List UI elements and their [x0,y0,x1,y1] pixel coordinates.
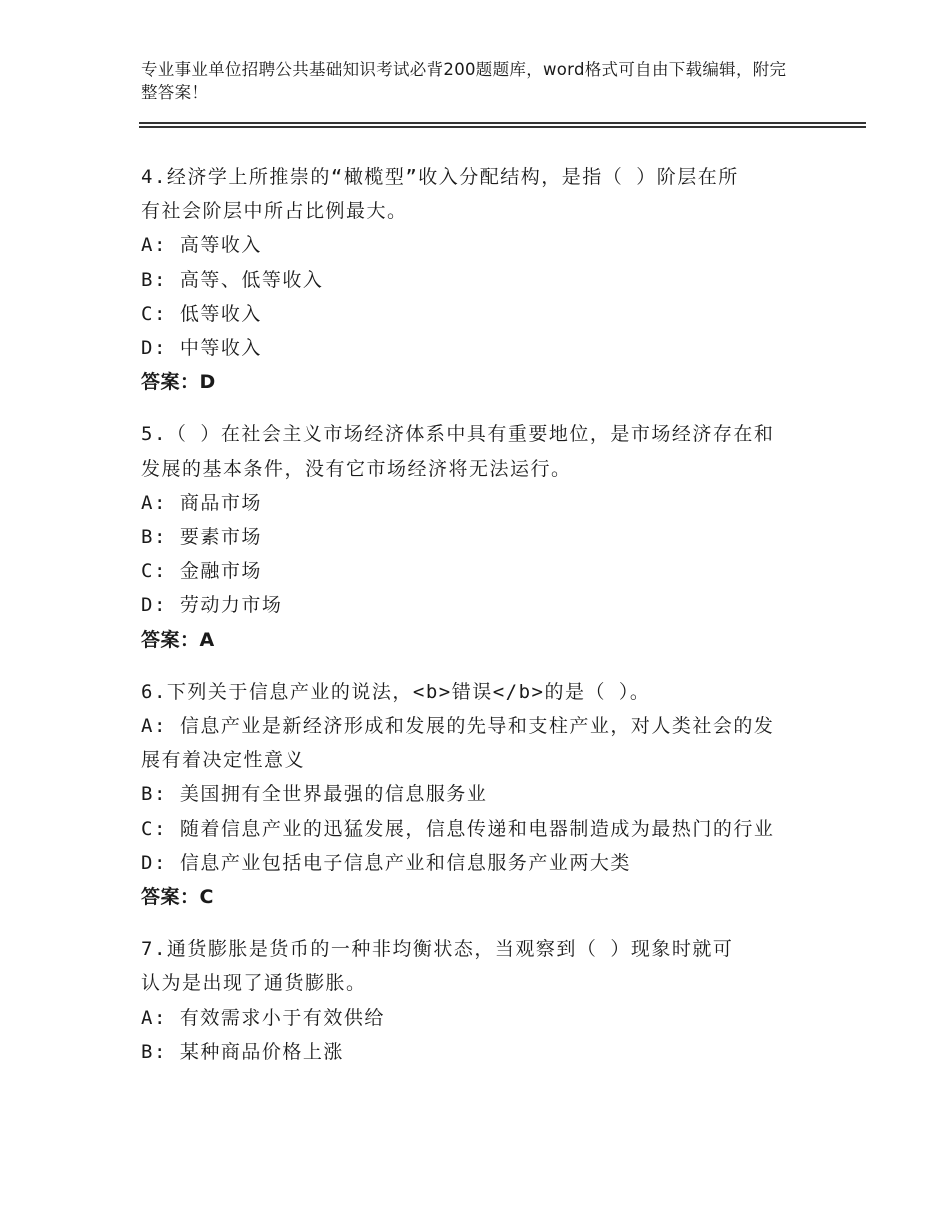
option-c: C: 金融市场 [141,560,262,583]
option-a: A: 商品市场 [141,491,262,514]
question-5 [141,417,821,656]
option-d: D: 中等收入 [141,337,262,360]
document-header [141,58,791,104]
question-4 [141,160,821,399]
option-c: C: 随着信息产业的迅猛发展，信息传递和电器制造成为最热门的行业 [141,817,775,840]
option-d: D: 劳动力市场 [141,594,283,617]
question-stem-line: 6.下列关于信息产业的说法，<b>错误</b>的是（ ）。 [141,680,651,703]
question-stem-line: 发展的基本条件，没有它市场经济将无法运行。 [141,457,572,480]
question-stem-line: 5.（ ）在社会主义市场经济体系中具有重要地位，是市场经济存在和 [141,423,775,446]
question-7 [141,932,821,1069]
option-b: B: 美国拥有全世界最强的信息服务业 [141,783,488,806]
header-rule-top [139,122,866,124]
question-stem-line: 7.通货膨胀是货币的一种非均衡状态，当观察到（ ）现象时就可 [141,938,734,961]
question-stem-line: 有社会阶层中所占比例最大。 [141,200,408,223]
answer-label: 答案：C [141,886,214,909]
option-a-continued: 展有着决定性意义 [141,749,306,772]
question-stem-line: 认为是出现了通货膨胀。 [141,972,367,995]
option-d: D: 信息产业包括电子信息产业和信息服务产业两大类 [141,851,631,874]
option-a: A: 有效需求小于有效供给 [141,1006,385,1029]
header-rule-bottom [139,126,866,128]
answer-label: 答案：D [141,371,216,394]
question-6 [141,675,821,914]
answer-label: 答案：A [141,628,215,651]
header-title: 专业事业单位招聘公共基础知识考试必背200题题库，word格式可自由下载编辑，附完整答案！ [141,60,787,102]
question-stem-line: 4.经济学上所推崇的“橄榄型”收入分配结构，是指（ ）阶层在所 [141,166,739,188]
option-c: C: 低等收入 [141,302,262,325]
option-b: B: 要素市场 [141,526,262,549]
option-b: B: 某种商品价格上涨 [141,1040,344,1063]
option-a: A: 信息产业是新经济形成和发展的先导和支柱产业，对人类社会的发 [141,715,775,738]
question-list [141,160,821,1087]
option-a: A: 高等收入 [141,234,262,257]
option-b: B: 高等、低等收入 [141,268,324,291]
